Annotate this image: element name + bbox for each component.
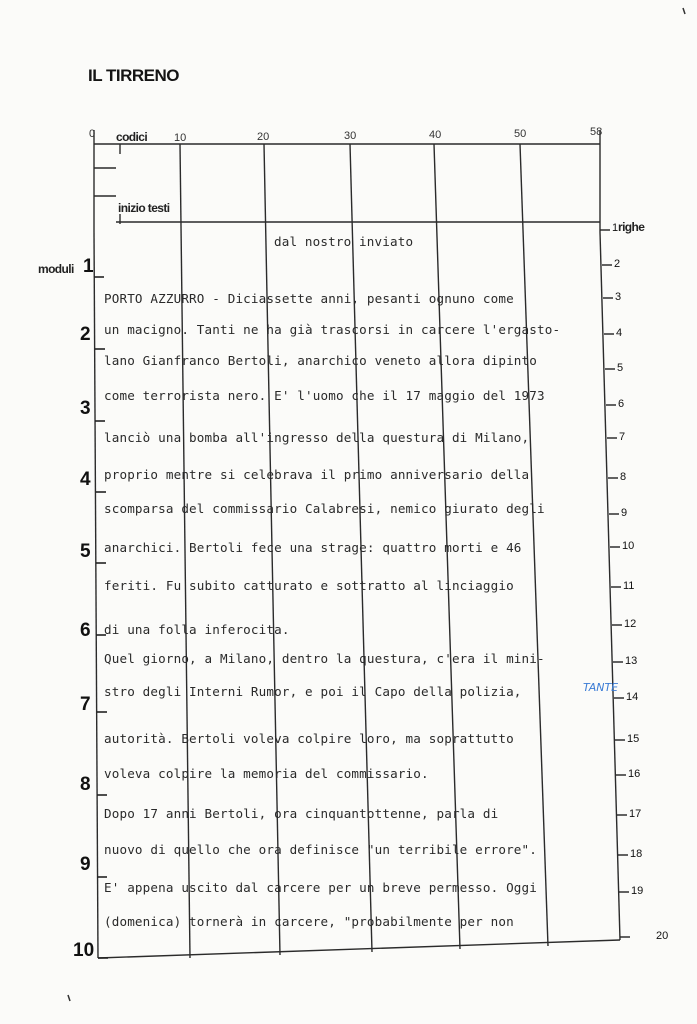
- column-tick: 50: [514, 128, 527, 140]
- article-line: Quel giorno, a Milano, dentro la questura, c'era il mini-: [104, 651, 545, 666]
- article-line: Dopo 17 anni Bertoli, ora cinquantottenne, parla di: [104, 806, 499, 821]
- riga-number: 4: [616, 327, 623, 339]
- riga-number: 3: [615, 291, 622, 303]
- column-tick: 40: [429, 129, 442, 141]
- riga-number: 8: [620, 471, 627, 483]
- column-tick: 10: [174, 132, 187, 144]
- inizio-testi-label: inizio testi: [118, 201, 170, 215]
- column-tick: 58: [590, 126, 603, 138]
- moduli-label: moduli: [38, 262, 74, 276]
- dateline: dal nostro inviato: [274, 234, 414, 249]
- article-line: scomparsa del commissario Calabresi, nemico giurato degli: [104, 501, 545, 516]
- column-tick: 0: [89, 128, 96, 140]
- article-line: voleva colpire la memoria del commissario.: [104, 766, 429, 781]
- article-line: proprio mentre si celebrava il primo anniversario della: [104, 467, 530, 482]
- righe-label: righe: [618, 220, 645, 234]
- riga-number: 19: [631, 885, 644, 897]
- modulo-number: 2: [80, 324, 91, 345]
- article-line: lano Gianfranco Bertoli, anarchico veneto allora dipinto: [104, 353, 537, 368]
- modulo-number: 3: [80, 398, 91, 419]
- article-line: E' appena uscito dal carcere per un breve permesso. Oggi: [104, 880, 537, 895]
- riga-number: 17: [629, 808, 642, 820]
- article-line: stro degli Interni Rumor, e poi il Capo della polizia,: [104, 684, 522, 699]
- column-tick: 20: [257, 131, 270, 143]
- modulo-number: 7: [80, 694, 91, 715]
- article-line: (domenica) tornerà in carcere, "probabilmente per non: [104, 914, 514, 929]
- riga-number: 20: [656, 930, 669, 942]
- modulo-number: 4: [80, 469, 91, 490]
- riga-number: 11: [623, 580, 635, 592]
- modulo-number: 9: [80, 854, 91, 875]
- riga-number: 18: [630, 848, 643, 860]
- article-line: nuovo di quello che ora definisce "un terribile errore".: [104, 842, 537, 857]
- article-line: autorità. Bertoli voleva colpire loro, ma soprattutto: [104, 731, 514, 746]
- modulo-number: 6: [80, 620, 91, 641]
- riga-number: 10: [622, 540, 635, 552]
- modulo-number: 10: [73, 940, 95, 961]
- masthead: IL TIRRENO: [88, 66, 180, 85]
- article-line: PORTO AZZURRO - Diciassette anni, pesanti ognuno come: [104, 291, 514, 306]
- riga-number: 7: [619, 431, 626, 443]
- codici-label: codici: [116, 130, 148, 144]
- article-line: di una folla inferocita.: [104, 622, 290, 637]
- riga-number: 15: [627, 733, 640, 745]
- article-line: un macigno. Tanti ne ha già trascorsi in carcere l'ergasto-: [104, 322, 561, 337]
- riga-number: 5: [617, 362, 624, 374]
- modulo-number: 1: [83, 256, 94, 277]
- riga-number: 9: [621, 507, 628, 519]
- modulo-number: 8: [80, 774, 91, 795]
- article-line: feriti. Fu subito catturato e sottratto al linciaggio: [104, 578, 514, 593]
- article-line: come terrorista nero. E' l'uomo che il 17 maggio del 1973: [104, 388, 545, 403]
- riga-number: 13: [625, 655, 638, 667]
- riga-number: 2: [614, 258, 621, 270]
- riga-number: 12: [624, 618, 637, 630]
- modulo-number: 5: [80, 541, 91, 562]
- article-line: anarchici. Bertoli fece una strage: quattro morti e 46: [104, 540, 522, 555]
- column-tick: 30: [344, 130, 357, 142]
- riga-number: 6: [618, 398, 625, 410]
- riga-number: 1: [612, 222, 619, 234]
- article-line: lanciò una bomba all'ingresso della questura di Milano,: [104, 430, 530, 445]
- riga-number: 16: [628, 768, 641, 780]
- handwritten-note: TANTE: [583, 681, 619, 694]
- riga-number: 14: [626, 691, 639, 703]
